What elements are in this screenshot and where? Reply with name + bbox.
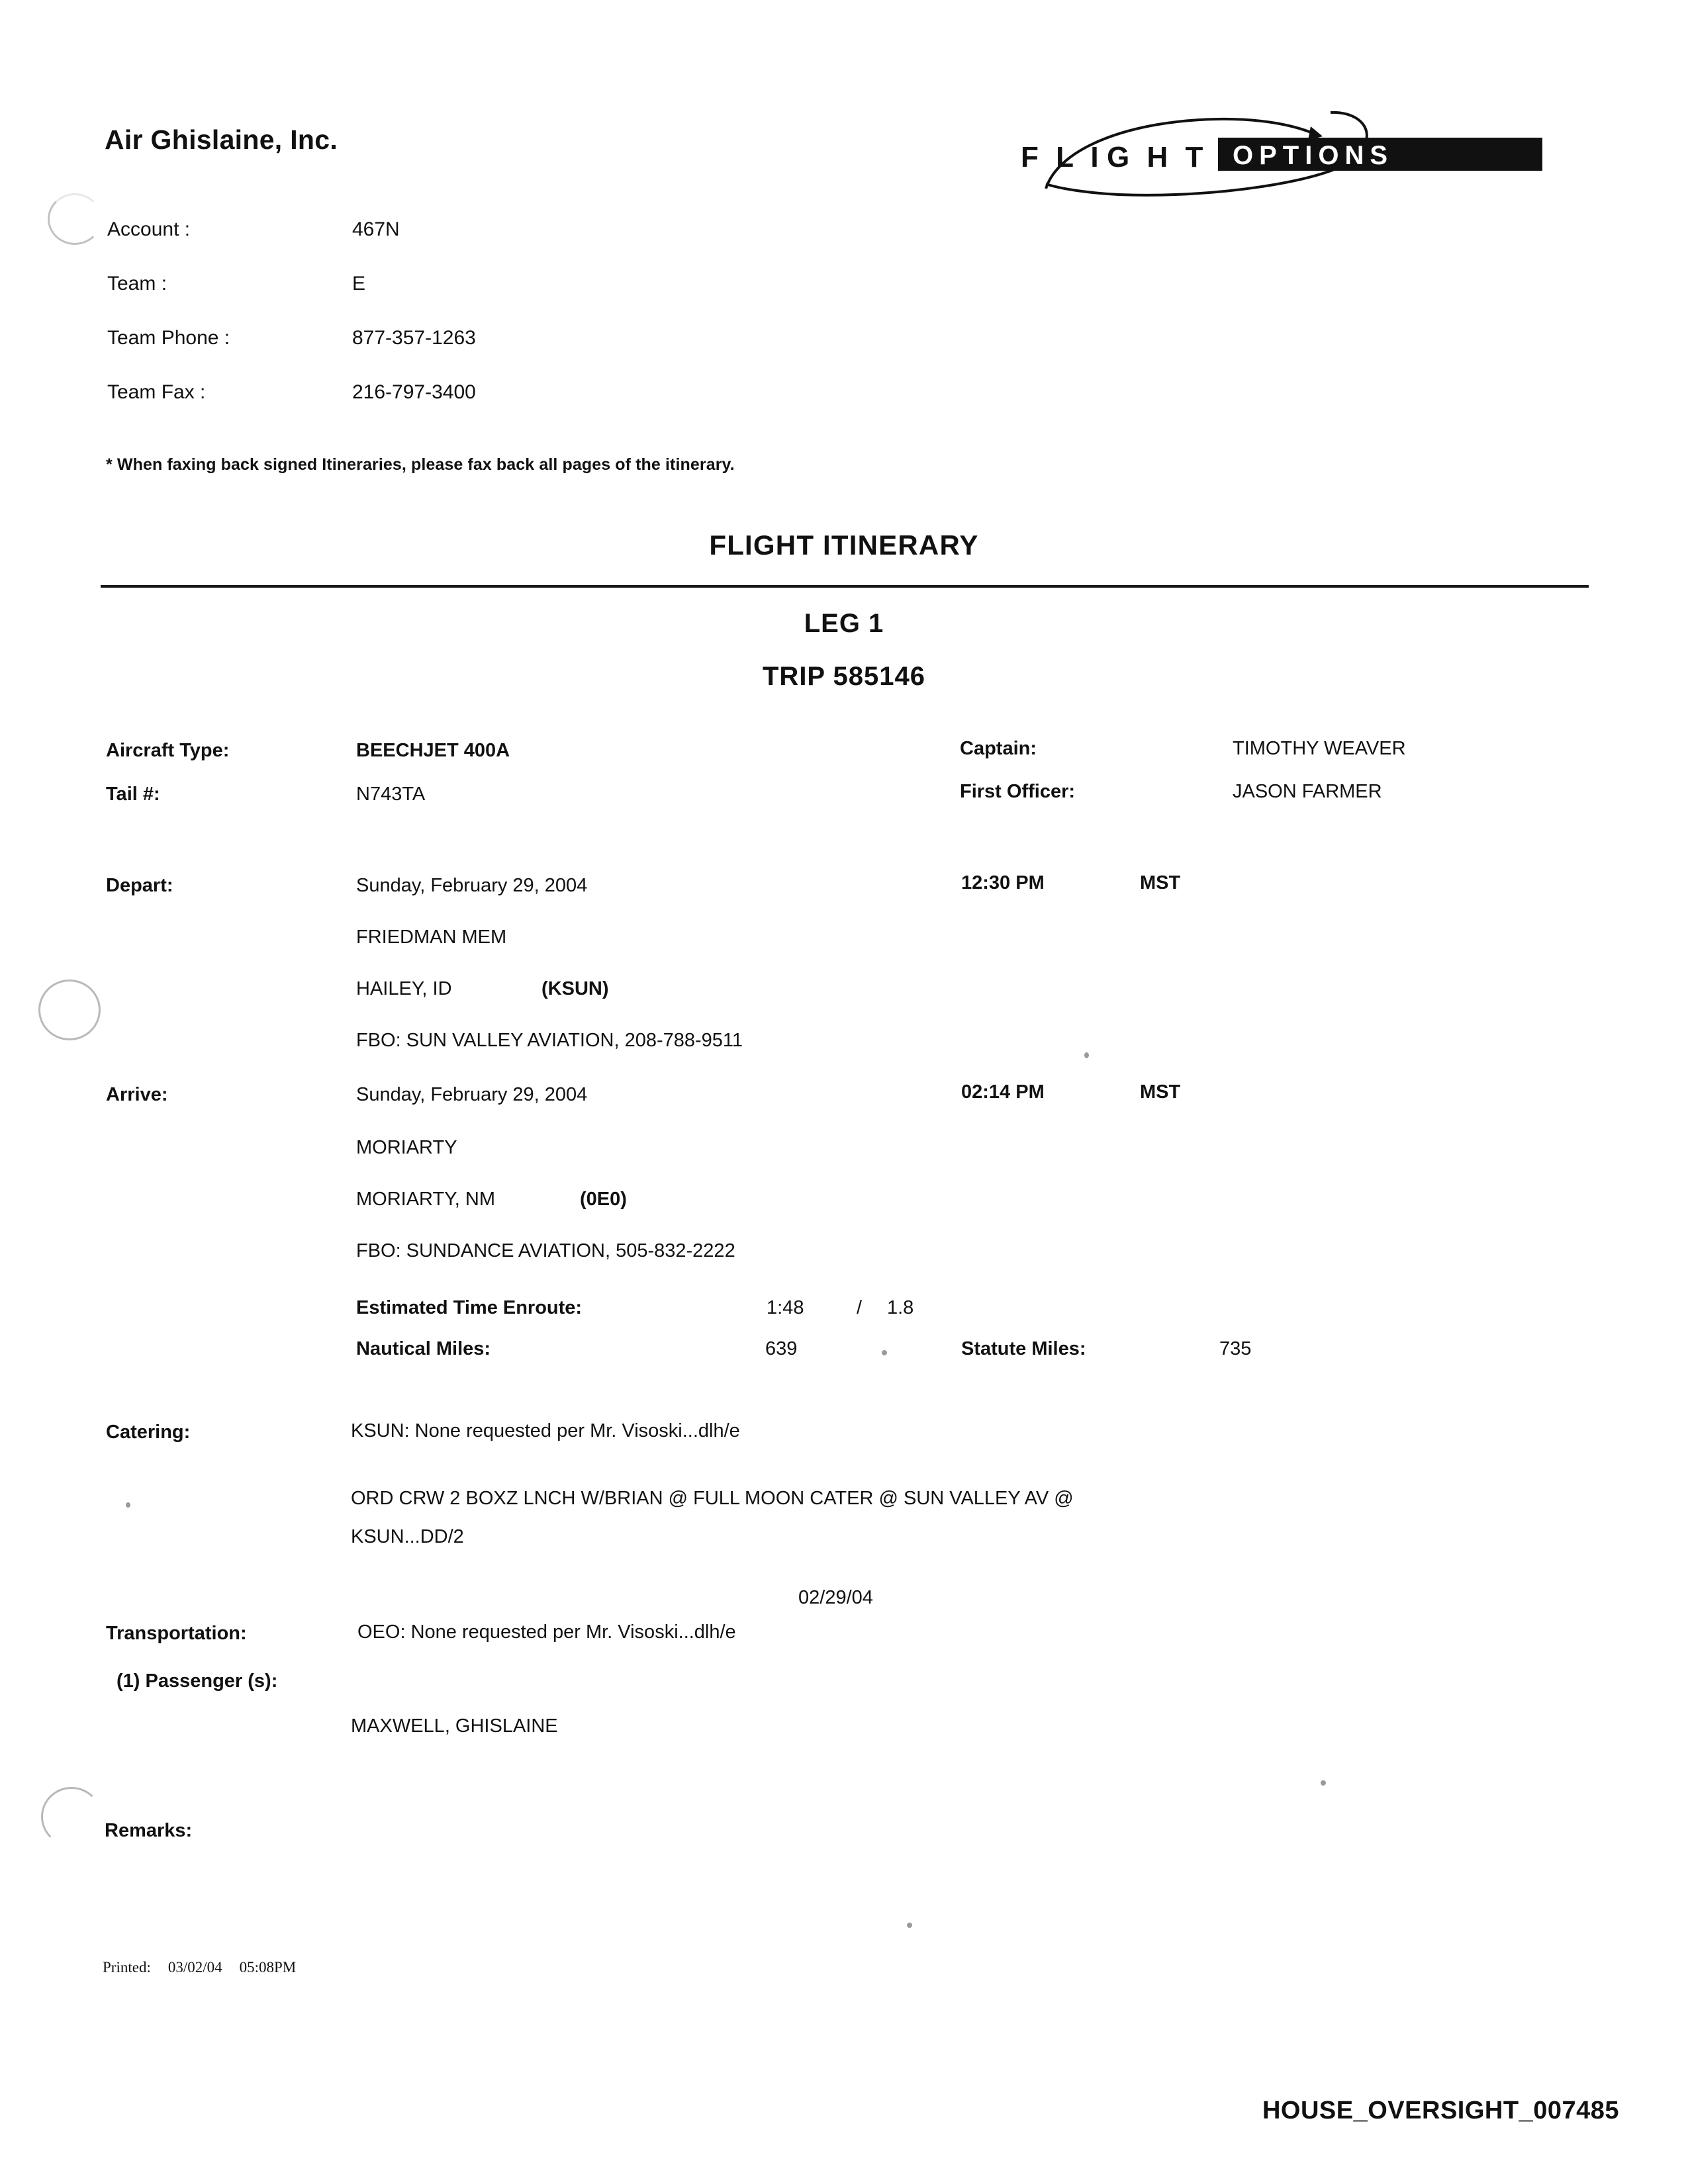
account-label: Account : <box>107 218 191 240</box>
first-officer-label: First Officer: <box>960 781 1076 802</box>
aircraft-type-label: Aircraft Type: <box>106 740 230 761</box>
depart-airport-name: FRIEDMAN MEM <box>356 927 507 948</box>
flight-options-logo <box>1019 106 1542 212</box>
statute-miles-label: Statute Miles: <box>961 1338 1086 1359</box>
scan-speck-5 <box>1321 1780 1326 1786</box>
catering-line-1: KSUN: None requested per Mr. Visoski...dlh/e <box>351 1420 740 1441</box>
svg-text:OPTIONS: OPTIONS <box>1233 141 1394 170</box>
catering-line-2: ORD CRW 2 BOXZ LNCH W/BRIAN @ FULL MOON CATER @ SUN VALLEY AV @ <box>351 1488 1074 1509</box>
remarks-label: Remarks: <box>105 1820 193 1841</box>
tail-number-label: Tail #: <box>106 784 160 805</box>
ete-value: 1:48 <box>767 1297 804 1318</box>
depart-label: Depart: <box>106 875 173 896</box>
info-row-account <box>107 218 769 273</box>
title-divider <box>101 585 1589 588</box>
depart-fbo: FBO: SUN VALLEY AVIATION, 208-788-9511 <box>356 1030 743 1051</box>
svg-text:G H T: G H T <box>1107 141 1208 173</box>
arrive-label: Arrive: <box>106 1084 168 1105</box>
fax-back-note: * When faxing back signed Itineraries, please fax back all pages of the itinerary. <box>106 455 735 474</box>
scan-speck-1 <box>1084 1052 1089 1058</box>
tail-number-value: N743TA <box>356 784 426 805</box>
arrive-city: MORIARTY, NM <box>356 1189 496 1210</box>
printed-footer <box>103 1959 296 1976</box>
bates-number: HOUSE_OVERSIGHT_007485 <box>1262 2097 1619 2124</box>
first-officer-value: JASON FARMER <box>1233 781 1382 802</box>
scan-speck-4 <box>907 1923 912 1928</box>
printed-date: 03/02/04 <box>167 1959 222 1976</box>
hole-punch-mark-middle <box>38 979 101 1040</box>
passenger-count-label: (1) Passenger (s): <box>117 1670 278 1692</box>
scan-speck-3 <box>126 1502 130 1508</box>
transportation-label: Transportation: <box>106 1623 247 1644</box>
transportation-value: OEO: None requested per Mr. Visoski...dlh/e <box>357 1621 736 1643</box>
depart-city: HAILEY, ID <box>356 978 452 999</box>
account-info-table <box>107 218 769 435</box>
depart-date: Sunday, February 29, 2004 <box>356 875 588 896</box>
arrive-airport-code: (0E0) <box>580 1189 627 1210</box>
captain-value: TIMOTHY WEAVER <box>1233 738 1406 759</box>
passenger-name: MAXWELL, GHISLAINE <box>351 1715 558 1737</box>
hole-punch-mark-bottom <box>41 1787 102 1846</box>
printed-time: 05:08PM <box>239 1959 297 1976</box>
captain-label: Captain: <box>960 738 1037 759</box>
team-value: E <box>352 273 366 295</box>
team-fax-value: 216-797-3400 <box>352 381 476 403</box>
printed-label: Printed: <box>103 1959 151 1976</box>
scan-speck-2 <box>882 1350 887 1355</box>
info-row-team-fax <box>107 381 769 435</box>
page-title: FLIGHT ITINERARY <box>709 529 979 561</box>
ete-decimal: 1.8 <box>887 1297 914 1318</box>
hole-punch-mark-top <box>48 193 102 245</box>
team-phone-value: 877-357-1263 <box>352 327 476 349</box>
info-row-team <box>107 273 769 327</box>
team-label: Team : <box>107 273 167 295</box>
info-row-team-phone <box>107 327 769 381</box>
nautical-miles-label: Nautical Miles: <box>356 1338 491 1359</box>
team-fax-label: Team Fax : <box>107 381 206 403</box>
leg-heading: LEG 1 <box>804 609 884 638</box>
catering-label: Catering: <box>106 1422 191 1443</box>
ete-separator: / <box>857 1297 863 1318</box>
trip-heading: TRIP 585146 <box>763 662 925 691</box>
depart-airport-code: (KSUN) <box>541 978 609 999</box>
depart-timezone: MST <box>1140 872 1181 893</box>
arrive-time: 02:14 PM <box>961 1081 1045 1103</box>
aircraft-type-value: BEECHJET 400A <box>356 740 510 761</box>
statute-miles-value: 735 <box>1219 1338 1252 1359</box>
arrive-date: Sunday, February 29, 2004 <box>356 1084 588 1105</box>
svg-text:F L I: F L I <box>1021 141 1103 173</box>
nautical-miles-value: 639 <box>765 1338 798 1359</box>
ete-label: Estimated Time Enroute: <box>356 1297 583 1318</box>
arrive-airport-name: MORIARTY <box>356 1137 457 1158</box>
account-value: 467N <box>352 218 400 240</box>
team-phone-label: Team Phone : <box>107 327 230 349</box>
company-name: Air Ghislaine, Inc. <box>105 124 338 155</box>
depart-time: 12:30 PM <box>961 872 1045 893</box>
arrive-fbo: FBO: SUNDANCE AVIATION, 505-832-2222 <box>356 1240 735 1261</box>
catering-line-3: KSUN...DD/2 <box>351 1526 464 1547</box>
arrive-timezone: MST <box>1140 1081 1181 1103</box>
catering-date-note: 02/29/04 <box>798 1587 873 1608</box>
